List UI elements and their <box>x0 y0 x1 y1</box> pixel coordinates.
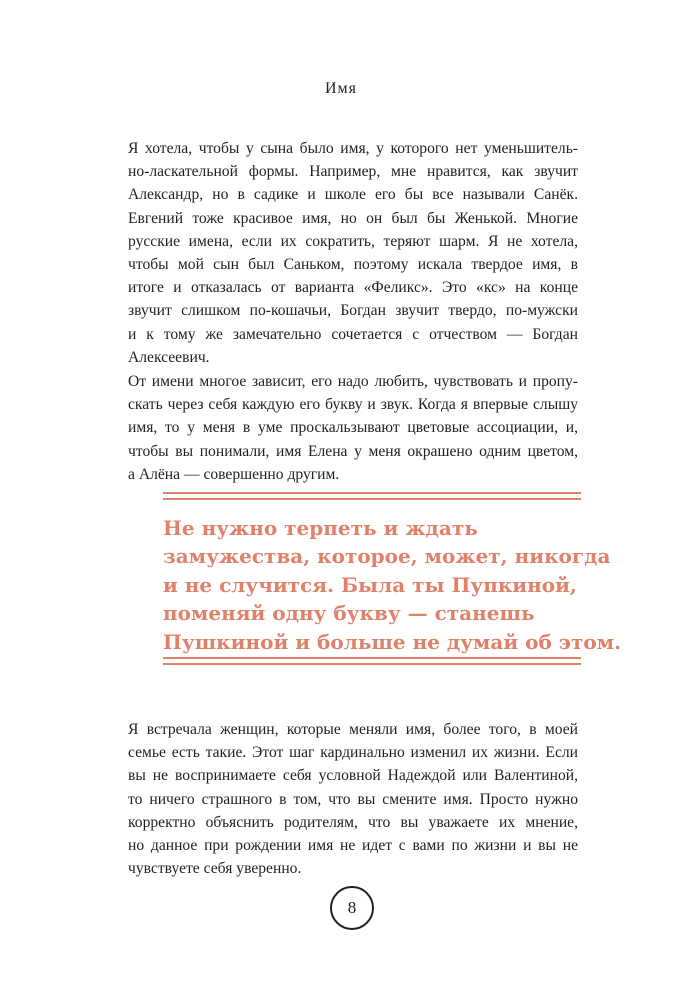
quote-rule-top <box>163 492 581 500</box>
text-line: то ничего страшного в том, что вы смените имя. Просто нужно <box>128 790 578 808</box>
text-line: но-ласкательной формы. Например, мне нравится, как звучит <box>128 163 578 181</box>
quote-line: поменяй одну букву — станешь <box>163 601 535 626</box>
running-header: Имя <box>324 80 358 97</box>
text-line: русские имена, если их сократить, теряют шарм. Я не хотела, <box>128 232 578 250</box>
text-line: Александр, но в садике и школе его бы все называли Санёк. <box>128 186 578 204</box>
text-line: вы не воспринимаете себя условной Надеждой или Валентиной, <box>128 767 578 785</box>
text-line: Я хотела, чтобы у сына было имя, у которого нет уменьшитель- <box>128 140 578 157</box>
rule-line <box>163 657 581 659</box>
paragraph-2 <box>128 370 578 486</box>
quote-rule-bottom <box>163 657 581 665</box>
rule-line <box>163 492 581 494</box>
pull-quote <box>163 514 622 656</box>
text-line: От имени многое зависит, его надо любить, чувствовать и пропу- <box>128 373 578 390</box>
quote-line: Не нужно терпеть и ждать <box>163 516 478 540</box>
text-line: имя, то у меня в уме проскальзывают цветовые ассоциации, и, <box>128 419 578 437</box>
paragraph-1 <box>128 137 578 369</box>
text-line: но данное при рождении имя не идет с вами по жизни и вы не <box>128 836 578 854</box>
text-line: чувствуете себя уверенно. <box>128 860 302 878</box>
text-line: корректно объяснить родителям, что вы уважаете их мнение, <box>128 813 578 831</box>
text-line: Алексеевич. <box>128 348 210 366</box>
text-line: Евгений тоже красивое имя, но он был бы Женькой. Многие <box>128 209 578 227</box>
text-line: итоге и отказалась от варианта «Феликс». Это «кс» на конце <box>128 279 578 297</box>
text-line: семье есть такие. Этот шаг кардинально изменил их жизни. Если <box>128 744 578 762</box>
rule-line <box>163 663 581 665</box>
text-line: и к тому же замечательно сочетается с отчеством — Богдан <box>128 325 578 343</box>
page-number: 8 <box>330 886 374 930</box>
quote-line: Пушкиной и больше не думай об этом. <box>163 629 622 654</box>
text-line: а Алёна — совершенно другим. <box>128 465 340 483</box>
quote-line: замужества, которое, может, никогда <box>163 544 611 569</box>
text-line: чтобы вы понимали, имя Елена у меня окрашено одним цветом, <box>128 442 578 460</box>
paragraph-3 <box>128 718 578 880</box>
text-line: звучит слишком по-кошачьи, Богдан звучит твердо, по-мужски <box>128 302 578 320</box>
quote-line: и не случится. Была ты Пупкиной, <box>163 572 577 597</box>
text-line: чтобы мой сын был Саньком, поэтому искала твердое имя, в <box>128 255 578 273</box>
text-line: Я встречала женщин, которые меняли имя, более того, в моей <box>128 721 578 738</box>
rule-line <box>163 498 581 500</box>
text-line: скать через себя каждую его букву и звук. Когда я впервые слышу <box>128 396 578 414</box>
